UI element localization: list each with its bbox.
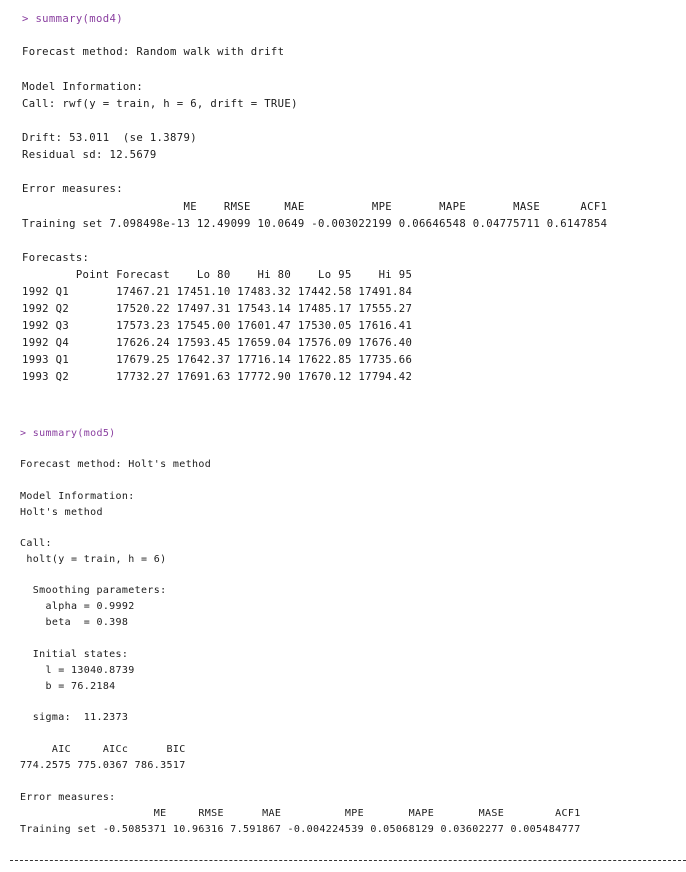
sigma-line: sigma: 11.2373 [20,712,129,723]
initial-states-heading: Initial states: [20,649,129,660]
forecast-row: 1992 Q4 17626.24 17593.45 17659.04 17576.09 17676.40 [22,337,413,349]
model-information-heading: Model Information: [20,491,135,502]
error-measures-training-row: Training set -0.5085371 10.96316 7.591867 -0.004224539 0.05068129 0.03602277 0.005484777 [20,824,581,835]
error-measures-heading: Error measures: [22,183,123,195]
forecast-method-line: Forecast method: Random walk with drift [22,46,285,58]
model-name-line: Holt's method [20,507,103,518]
forecast-row: 1992 Q2 17520.22 17497.31 17543.14 17485.17 17555.27 [22,303,413,315]
prompt-line-mod4: > summary(mod4) [22,13,123,25]
error-measures-heading: Error measures: [20,792,116,803]
information-criteria-header-row: AIC AICc BIC [20,744,186,755]
dashed-separator [10,860,686,861]
smoothing-parameters-heading: Smoothing parameters: [20,585,167,596]
prompt-line-mod5: > summary(mod5) [20,428,116,439]
trend-state-line: b = 76.2184 [20,681,116,692]
forecast-row: 1993 Q1 17679.25 17642.37 17716.14 17622.85 17735.66 [22,354,413,366]
error-measures-header-row: ME RMSE MAE MPE MAPE MASE ACF1 [22,201,608,213]
forecast-row: 1992 Q1 17467.21 17451.10 17483.32 17442.58 17491.84 [22,286,413,298]
level-state-line: l = 13040.8739 [20,665,135,676]
error-measures-header-row: ME RMSE MAE MPE MAPE MASE ACF1 [20,808,581,819]
forecast-row: 1992 Q3 17573.23 17545.00 17601.47 17530.05 17616.41 [22,320,413,332]
forecasts-header-row: Point Forecast Lo 80 Hi 80 Lo 95 Hi 95 [22,269,413,281]
error-measures-training-row: Training set 7.098498e-13 12.49099 10.0649 -0.003022199 0.06646548 0.04775711 0.6147854 [22,218,608,230]
forecasts-heading: Forecasts: [22,252,90,264]
call-heading: Call: [20,538,52,549]
alpha-line: alpha = 0.9992 [20,601,135,612]
model-information-heading: Model Information: [22,81,144,93]
forecast-row: 1993 Q2 17732.27 17691.63 17772.90 17670.12 17794.42 [22,371,413,383]
drift-line: Drift: 53.011 (se 1.3879) [22,132,197,144]
residual-sd-line: Residual sd: 12.5679 [22,149,157,161]
forecast-method-line: Forecast method: Holt's method [20,459,212,470]
information-criteria-values-row: 774.2575 775.0367 786.3517 [20,760,186,771]
beta-line: beta = 0.398 [20,617,129,628]
call-line: Call: rwf(y = train, h = 6, drift = TRUE) [22,98,298,110]
call-line: holt(y = train, h = 6) [20,554,167,565]
